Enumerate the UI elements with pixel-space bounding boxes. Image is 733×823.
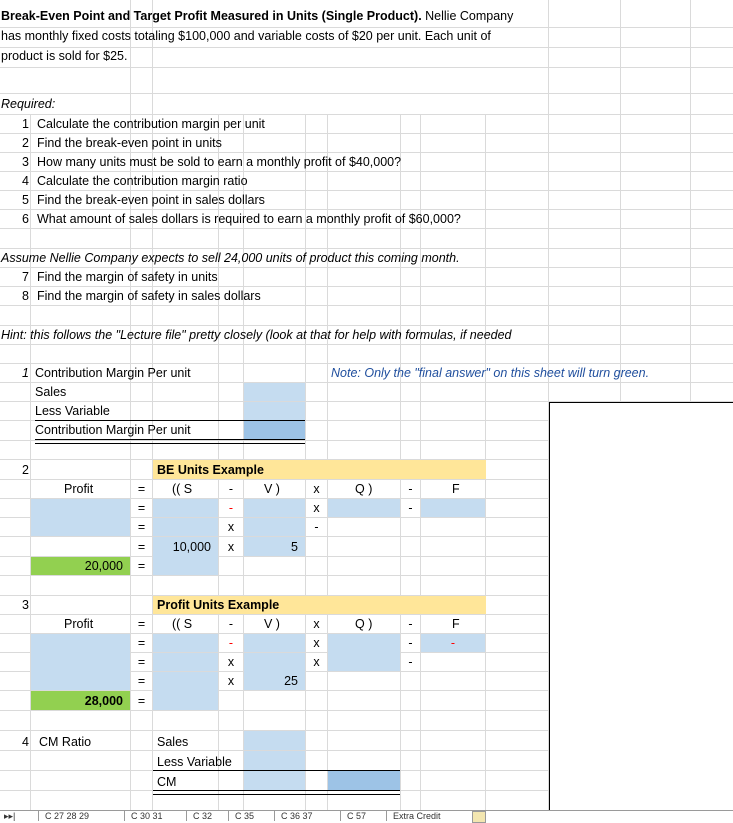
section2-x-1: x [313,501,320,515]
section2-red-dash: - [228,501,234,515]
sheet-tab-c36[interactable]: C 36 37 [274,811,341,821]
section2-formula-q: Q ) [355,482,373,496]
sheet-tab-c32[interactable]: C 32 [186,811,229,821]
required-num-6: 6 [22,212,29,226]
answer-box [549,402,733,811]
sheet-tab-c30[interactable]: C 30 31 [124,811,187,821]
section3-formula-q: Q ) [355,617,373,631]
section3-num: 3 [22,598,29,612]
section1-cm-label: Contribution Margin Per unit [35,423,191,437]
section1-less-variable-label: Less Variable [35,404,110,418]
assume-item-7: Find the margin of safety in units [37,270,218,284]
section2-dash-1: - [408,501,413,515]
section2-formula-x: x [313,482,320,496]
section2-eq-1: = [137,482,146,496]
required-num-1: 1 [22,117,29,131]
section3-x-4: x [227,674,235,688]
section1-num: 1 [22,366,29,380]
problem-line-1-rest: Nellie Company [421,9,514,23]
problem-line-3: product is sold for $25. [1,49,128,63]
section3-eq-4: = [137,674,146,688]
section3-dash-1: - [408,636,413,650]
sheet-tab-extra-credit[interactable]: Extra Credit [386,811,473,821]
new-sheet-icon[interactable] [472,811,486,823]
section2-formula-f: F [452,482,460,496]
section4-variable-input[interactable] [244,751,305,770]
section3-eq-5: = [137,694,146,708]
section4-less-variable-label: Less Variable [157,755,232,769]
section3-formula-minus2: - [408,617,413,631]
section4-title: CM Ratio [39,735,92,749]
section3-red-dash: - [228,636,234,650]
section3-eq-2: = [137,636,146,650]
section4-double-underline [153,790,400,795]
section1-underline [35,420,305,421]
section2-eq-2: = [137,501,146,515]
section2-q2-input[interactable] [244,518,305,536]
section3-eq-1: = [137,617,146,631]
section3-formula-s: (( S [172,617,193,631]
section4-underline [153,770,400,771]
problem-line-1 [1,9,513,24]
assume-text: Assume Nellie Company expects to sell 24,000 units of product this coming month. [1,251,460,265]
section2-eq-5: = [137,559,146,573]
section1-sales-input[interactable] [244,383,305,401]
section3-eq-3: = [137,655,146,669]
section3-value-25: 25 [284,674,298,688]
sheet-tab-c35[interactable]: C 35 [228,811,275,821]
section3-formula-f: F [452,617,460,631]
section4-cm-ratio-answer[interactable] [328,771,400,790]
hint-text: Hint: this follows the "Lecture file" pretty closely (look at that for help with formulas, if needed [1,328,512,342]
sheet-tab-c57[interactable]: C 57 [340,811,387,821]
section2-value-10000: 10,000 [172,540,211,554]
section2-formula-minus2: - [408,482,413,496]
required-item-2: Find the break-even point in units [37,136,222,150]
problem-title: Break-Even Point and Target Profit Measured in Units (Single Product). [1,9,422,23]
section1-variable-input[interactable] [244,402,305,420]
section3-dash-2: - [408,655,413,669]
section1-double-underline [35,439,305,444]
assume-item-8: Find the margin of safety in sales dollars [37,289,261,303]
assume-num-7: 7 [22,270,29,284]
sheet-tab-bar [0,810,733,822]
required-item-6: What amount of sales dollars is required to earn a monthly profit of $60,000? [37,212,461,226]
section3-x-2: x [227,655,235,669]
sheet-tab-c27[interactable]: C 27 28 29 [38,811,125,821]
section3-q-input[interactable] [328,634,400,671]
section3-header: Profit Units Example [157,598,280,612]
section2-dash-2: - [314,520,319,534]
required-item-3: How many units must be sold to earn a monthly profit of $40,000? [37,155,402,169]
required-item-5: Find the break-even point in sales dollars [37,193,265,207]
section2-v-input[interactable] [244,499,305,517]
section3-cm-input[interactable] [153,653,218,671]
section2-eq-4: = [137,540,146,554]
section3-profit-label: Profit [64,617,94,631]
tab-scroll-arrows-icon[interactable]: ▸▸| [4,811,16,821]
required-num-5: 5 [22,193,29,207]
required-label: Required: [1,97,56,111]
final-answer-note: Note: Only the "final answer" on this sheet will turn green. [331,366,650,380]
section2-formula-v: V ) [264,482,280,496]
section2-formula-s: (( S [172,482,193,496]
required-item-1: Calculate the contribution margin per unit [37,117,265,131]
section4-num: 4 [22,735,29,749]
section3-x-1: x [313,636,320,650]
section3-x-3: x [313,655,320,669]
section3-formula-x: x [313,617,320,631]
section2-x-3: x [227,540,235,554]
problem-line-2: has monthly fixed costs totaling $100,000 and variable costs of $20 per unit. Each unit of [1,29,491,43]
section3-v-input[interactable] [244,634,305,652]
section3-answer: 28,000 [84,694,123,708]
required-item-4: Calculate the contribution margin ratio [37,174,248,188]
section2-answer: 20,000 [84,559,123,573]
section4-sales-input[interactable] [244,731,305,750]
section4-cm-input[interactable] [244,771,305,790]
section1-title: Contribution Margin Per unit [35,366,191,380]
section2-formula-minus: - [228,482,234,496]
section3-s-input[interactable] [153,634,218,652]
section2-num: 2 [22,463,29,477]
section2-eq-3: = [137,520,146,534]
section2-header: BE Units Example [157,463,264,477]
assume-num-8: 8 [22,289,29,303]
section3-f-red-dash: - [450,636,456,650]
section2-f-input[interactable] [421,499,485,517]
section1-cm-answer[interactable] [244,421,305,439]
section2-s-input[interactable] [153,499,218,517]
required-num-3: 3 [22,155,29,169]
required-num-4: 4 [22,174,29,188]
section2-profit-label: Profit [64,482,94,496]
section2-profit-input[interactable] [31,499,130,536]
section2-cm-input[interactable] [153,518,218,536]
section2-x-2: x [227,520,235,534]
section3-formula-minus: - [228,617,234,631]
section3-formula-v: V ) [264,617,280,631]
section3-result-input[interactable] [153,672,218,710]
section3-profit-input[interactable] [31,634,130,690]
section2-q-input[interactable] [328,499,400,517]
section4-sales-label: Sales [157,735,189,749]
section2-value-5: 5 [291,540,298,554]
required-num-2: 2 [22,136,29,150]
section1-sales-label: Sales [35,385,67,399]
section4-cm-label: CM [157,775,177,789]
